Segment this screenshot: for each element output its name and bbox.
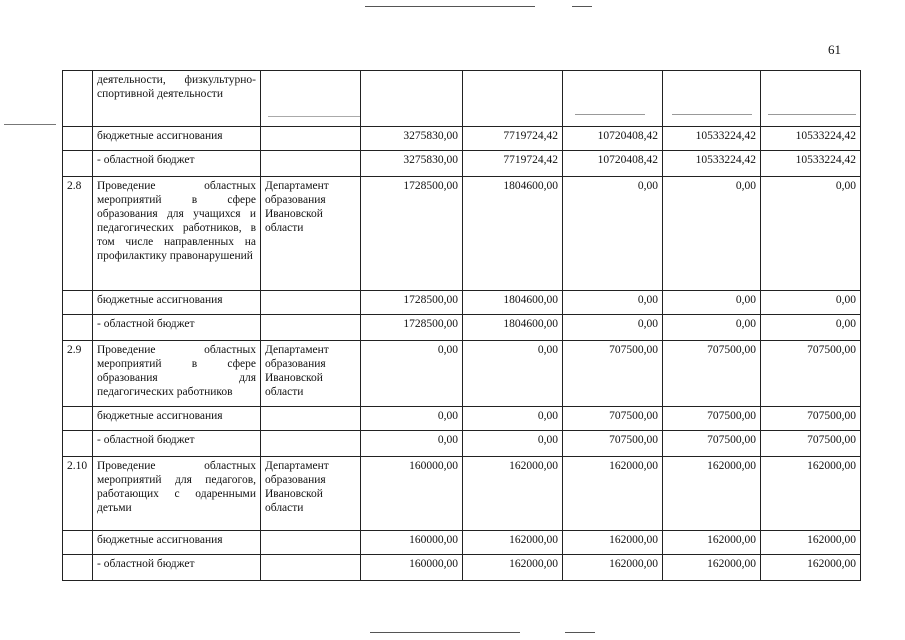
row-value-1: 160000,00 bbox=[361, 457, 463, 531]
row-value-1: 0,00 bbox=[361, 341, 463, 407]
row-value-3: 707500,00 bbox=[563, 431, 663, 457]
row-name: бюджетные ассигнования bbox=[93, 531, 261, 555]
row-value-1: 160000,00 bbox=[361, 531, 463, 555]
row-value-5: 162000,00 bbox=[761, 555, 861, 581]
row-department bbox=[261, 151, 361, 177]
table-row-sub bbox=[63, 315, 861, 341]
row-value-3: 707500,00 bbox=[563, 341, 663, 407]
scan-artifact-bottom bbox=[370, 632, 520, 633]
row-index bbox=[63, 291, 93, 315]
row-value-1: 1728500,00 bbox=[361, 177, 463, 291]
row-department: Департамент образования Ивановской области bbox=[261, 177, 361, 291]
row-value-5: 0,00 bbox=[761, 315, 861, 341]
row-value-5: 162000,00 bbox=[761, 531, 861, 555]
row-value-5: 707500,00 bbox=[761, 407, 861, 431]
row-index bbox=[63, 555, 93, 581]
row-value-4: 10533224,42 bbox=[663, 127, 761, 151]
row-value-4: 162000,00 bbox=[663, 457, 761, 531]
table-row-sub bbox=[63, 431, 861, 457]
row-name: бюджетные ассигнования bbox=[93, 127, 261, 151]
scan-artifact-left bbox=[4, 124, 56, 125]
row-department bbox=[261, 531, 361, 555]
table-row-main bbox=[63, 341, 861, 407]
row-value-3: 0,00 bbox=[563, 291, 663, 315]
scan-artifact-cell bbox=[768, 114, 856, 115]
row-value-2: 0,00 bbox=[463, 431, 563, 457]
page-number: 61 bbox=[828, 42, 841, 57]
row-value-1: 1728500,00 bbox=[361, 291, 463, 315]
row-value-2: 0,00 bbox=[463, 341, 563, 407]
row-index bbox=[63, 151, 93, 177]
row-value-2: 7719724,42 bbox=[463, 127, 563, 151]
row-name: Проведение областных мероприятий в сфере образования для педагогических работников bbox=[93, 341, 261, 407]
row-value-5: 0,00 bbox=[761, 291, 861, 315]
row-name: - областной бюджет bbox=[93, 431, 261, 457]
row-value-5: 162000,00 bbox=[761, 457, 861, 531]
row-department bbox=[261, 431, 361, 457]
row-value-3: 0,00 bbox=[563, 315, 663, 341]
budget-table bbox=[62, 70, 861, 581]
row-value-4: 0,00 bbox=[663, 291, 761, 315]
row-value-2: 7719724,42 bbox=[463, 151, 563, 177]
table-row-sub bbox=[63, 151, 861, 177]
row-value-5 bbox=[761, 71, 861, 127]
row-value-4: 10533224,42 bbox=[663, 151, 761, 177]
row-value-1: 0,00 bbox=[361, 407, 463, 431]
row-value-3: 10720408,42 bbox=[563, 127, 663, 151]
row-value-4 bbox=[663, 71, 761, 127]
scan-artifact-bottom-right bbox=[565, 632, 595, 633]
row-value-3: 162000,00 bbox=[563, 457, 663, 531]
row-value-1: 0,00 bbox=[361, 431, 463, 457]
row-value-3 bbox=[563, 71, 663, 127]
row-name: Проведение областных мероприятий для педагогов, работающих с одаренными детьми bbox=[93, 457, 261, 531]
table-row-main bbox=[63, 457, 861, 531]
row-value-4: 0,00 bbox=[663, 315, 761, 341]
row-value-2: 1804600,00 bbox=[463, 315, 563, 341]
row-index: 2.10 bbox=[63, 457, 93, 531]
row-value-3: 10720408,42 bbox=[563, 151, 663, 177]
row-index: 2.8 bbox=[63, 177, 93, 291]
table-row-sub bbox=[63, 407, 861, 431]
row-value-4: 162000,00 bbox=[663, 555, 761, 581]
row-name: - областной бюджет bbox=[93, 555, 261, 581]
scan-artifact-top bbox=[365, 6, 535, 7]
row-value-3: 707500,00 bbox=[563, 407, 663, 431]
row-name: бюджетные ассигнования bbox=[93, 291, 261, 315]
row-value-5: 10533224,42 bbox=[761, 127, 861, 151]
row-value-1: 3275830,00 bbox=[361, 151, 463, 177]
row-value-4: 707500,00 bbox=[663, 341, 761, 407]
scan-artifact-top-right bbox=[572, 6, 592, 7]
row-value-1: 3275830,00 bbox=[361, 127, 463, 151]
row-index: 2.9 bbox=[63, 341, 93, 407]
row-value-5: 707500,00 bbox=[761, 431, 861, 457]
row-value-4: 707500,00 bbox=[663, 431, 761, 457]
row-name: - областной бюджет bbox=[93, 151, 261, 177]
row-department: Департамент образования Ивановской области bbox=[261, 341, 361, 407]
row-value-2: 0,00 bbox=[463, 407, 563, 431]
table-row-sub bbox=[63, 531, 861, 555]
row-value-3: 0,00 bbox=[563, 177, 663, 291]
row-index bbox=[63, 431, 93, 457]
row-name: Проведение областных мероприятий в сфере образования для учащихся и педагогических работников, в том числе направленных на профилактику правонарушений bbox=[93, 177, 261, 291]
row-value-1: 160000,00 bbox=[361, 555, 463, 581]
row-value-5: 0,00 bbox=[761, 177, 861, 291]
row-value-2: 1804600,00 bbox=[463, 291, 563, 315]
row-department bbox=[261, 315, 361, 341]
row-value-3: 162000,00 bbox=[563, 555, 663, 581]
row-index bbox=[63, 407, 93, 431]
row-department: Департамент образования Ивановской области bbox=[261, 457, 361, 531]
scan-artifact-cell bbox=[672, 114, 752, 115]
row-value-2: 162000,00 bbox=[463, 555, 563, 581]
row-value-2: 162000,00 bbox=[463, 531, 563, 555]
table-row-main bbox=[63, 177, 861, 291]
table-row-sub bbox=[63, 555, 861, 581]
row-name: бюджетные ассигнования bbox=[93, 407, 261, 431]
row-index bbox=[63, 315, 93, 341]
row-value-5: 707500,00 bbox=[761, 341, 861, 407]
row-name: - областной бюджет bbox=[93, 315, 261, 341]
table-row-sub bbox=[63, 127, 861, 151]
table-row-sub bbox=[63, 291, 861, 315]
budget-table-body bbox=[63, 71, 861, 581]
scan-artifact-cell bbox=[575, 114, 645, 115]
row-department bbox=[261, 127, 361, 151]
row-index bbox=[63, 127, 93, 151]
row-value-1 bbox=[361, 71, 463, 127]
row-value-2: 1804600,00 bbox=[463, 177, 563, 291]
row-value-2 bbox=[463, 71, 563, 127]
row-index bbox=[63, 531, 93, 555]
table-row-continuation bbox=[63, 71, 861, 127]
row-value-5: 10533224,42 bbox=[761, 151, 861, 177]
row-department bbox=[261, 555, 361, 581]
scan-artifact-cell bbox=[268, 116, 360, 117]
row-value-4: 0,00 bbox=[663, 177, 761, 291]
row-value-3: 162000,00 bbox=[563, 531, 663, 555]
row-value-2: 162000,00 bbox=[463, 457, 563, 531]
row-index bbox=[63, 71, 93, 127]
row-name: деятельности, физкультурно-спортивной деятельности bbox=[93, 71, 261, 127]
row-department bbox=[261, 71, 361, 127]
row-department bbox=[261, 291, 361, 315]
row-value-4: 162000,00 bbox=[663, 531, 761, 555]
row-department bbox=[261, 407, 361, 431]
row-value-1: 1728500,00 bbox=[361, 315, 463, 341]
row-value-4: 707500,00 bbox=[663, 407, 761, 431]
